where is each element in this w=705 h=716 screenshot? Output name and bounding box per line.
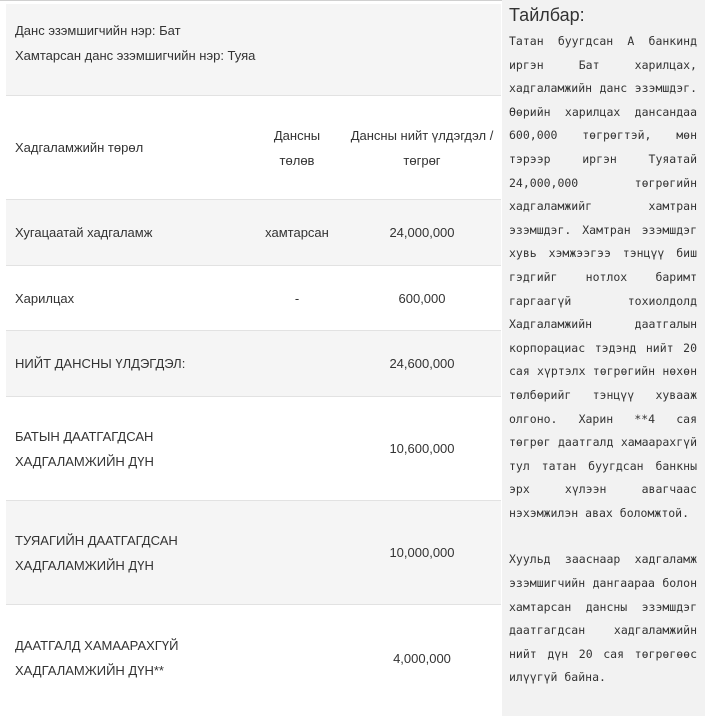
row-type: БАТЫН ДААТГАГДСАН ХАДГАЛАМЖИЙН ДҮН — [15, 428, 154, 469]
account-info — [6, 4, 501, 96]
row-status: хамтарсан — [265, 225, 329, 240]
row-type: НИЙТ ДАНСНЫ ҮЛДЭГДЭЛ: — [15, 356, 186, 371]
row-type: Харилцах — [15, 290, 75, 306]
row-type: ДААТГАЛД ХАМААРАХГҮЙ ХАДГАЛАМЖИЙН ДҮН** — [15, 638, 179, 678]
joint-account-owner: Хамтарсан данс эзэмшигчийн нэр: Туяа — [15, 48, 256, 63]
table-row — [6, 397, 501, 501]
note-panel — [502, 0, 705, 716]
row-amount: 24,000,000 — [389, 225, 455, 240]
header-deposit-type: Хадгаламжийн төрөл — [15, 140, 144, 155]
note-title: Тайлбар: — [509, 5, 585, 25]
deposit-table — [6, 4, 501, 711]
row-amount: 600,000 — [398, 290, 446, 306]
row-type: ТУЯАГИЙН ДААТГАГДСАН ХАДГАЛАМЖИЙН ДҮН — [15, 532, 178, 573]
table-row — [6, 331, 501, 397]
note-paragraph: Татан буугдсан А банкинд иргэн Бат харилцах, хадгаламжийн данс эзэмшдэг. Өөрийн харилцах дансандаа 600,000 төгрөгтэй, мөн тэрээр иргэн Туяатай 24,000,000 төгрөгийн хадгаламжийг хамтран эзэмшдэг. Хамтран эзэмшдэг хувь хэмжээгээ тэнцүү биш гэдгийг нотлох баримт гаргаагүй тохиолдолд Хадгаламжийн даатгалын корпорациас тэдэнд нийт 20 сая хүртэлх төгрөгийн нөхөн төлбөрийг тэнцүү хувааж олгоно. Харин **4 сая төгрөг даатгалд хамаарахгүй тул татан буугдсан банкны эрх хүлээн авагчаас нэхэмжилэн авах боломжтой. — [509, 34, 697, 520]
note-paragraph: Хуульд зааснаар хадгаламж эзэмшигчийн дангаараа болон хамтарсан дансны эзэмшдэг даатгагдсан хадгаламжийн нийт дүн 20 сая төгрөгөөс илүүгүй байна. — [509, 552, 697, 685]
table-header — [6, 96, 501, 200]
row-status: - — [294, 290, 300, 306]
row-amount: 24,600,000 — [389, 356, 455, 371]
header-total-balance: Дансны нийт үлдэгдэл / төгрөг — [350, 127, 494, 168]
account-owner: Данс эзэмшигчийн нэр: Бат — [15, 23, 181, 38]
row-amount: 10,000,000 — [389, 545, 455, 560]
row-amount: 4,000,000 — [393, 650, 451, 666]
table-row — [6, 501, 501, 605]
table-row — [6, 266, 501, 331]
table-row — [6, 200, 501, 266]
table-row — [6, 605, 501, 711]
header-account-status: Дансны төлөв — [273, 127, 321, 168]
row-amount: 10,600,000 — [389, 441, 455, 456]
row-type: Хугацаатай хадгаламж — [15, 225, 153, 240]
